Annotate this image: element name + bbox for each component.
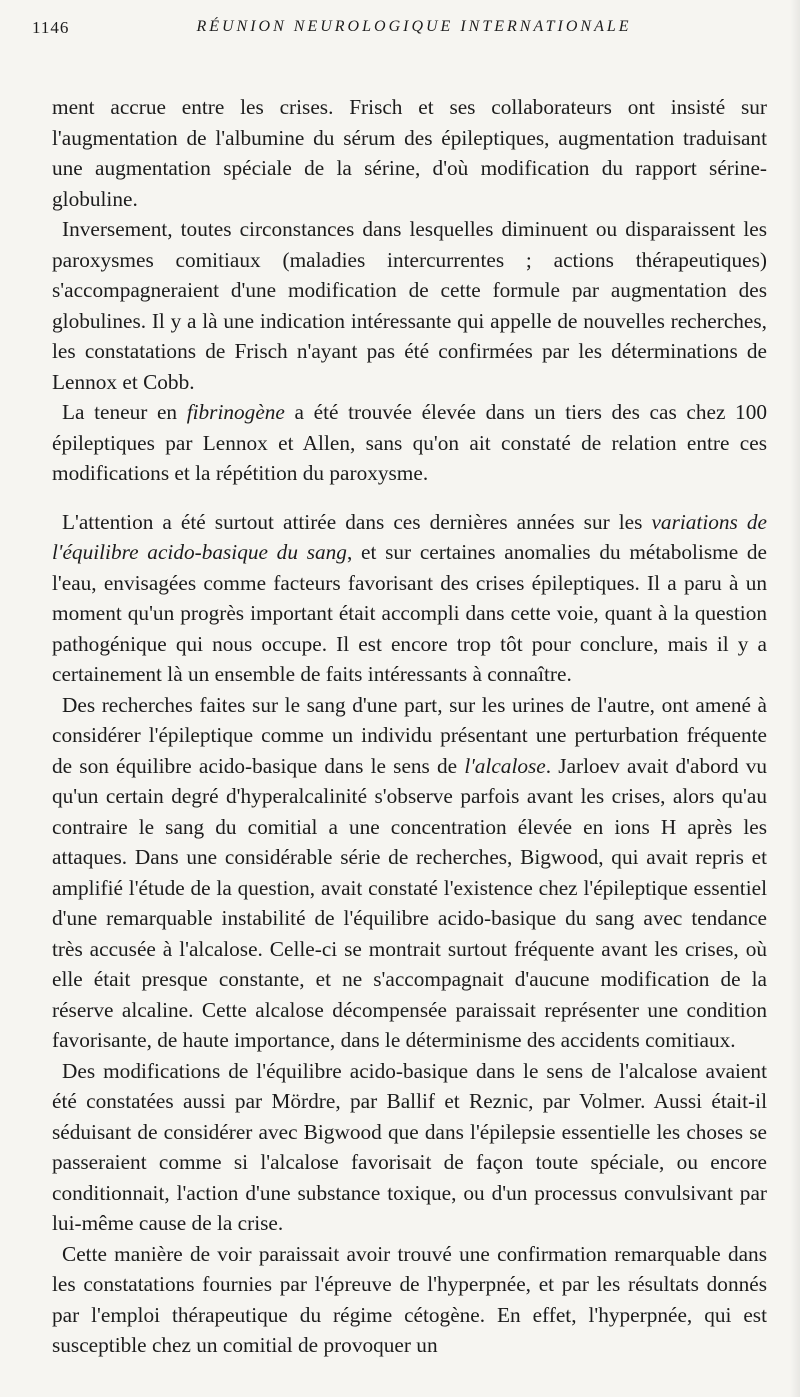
text-run: Des recherches faites sur le sang d'une part, sur les urines de l'autre, ont amené à considérer l'épileptique comme un individu présentant une perturbation fréquente de son équilibre acido-basique dans le sens de [52,692,767,778]
page-edge-shadow [790,0,800,1397]
text-run: L'attention a été surtout attirée dans ces dernières années sur les [62,509,652,534]
running-title: RÉUNION NEUROLOGIQUE INTERNATIONALE [196,18,632,35]
page-number: 1146 [32,18,70,37]
italic-phrase: fibrinogène [186,400,285,424]
paragraph [52,214,767,397]
body-text [52,92,767,1361]
text-run: Des modifications de l'équilibre acido-basique dans le sens de l'alcalose avaient été constatées aussi par Mördre, par Ballif et Reznic, par Volmer. Aussi était-il séduisant de considérer avec Bigwood que dans l'épilepsie essentielle les choses se passeraient comme si l'alcalose favorisait de façon toute spéciale, ou encore conditionnait, l'action d'une substance toxique, ou d'un processus convulsivant par lui-même cause de la crise. [52,1058,767,1235]
paragraph [52,1239,767,1361]
paragraph [52,507,767,690]
paragraph [52,397,767,489]
text-run: Inversement, toutes circonstances dans lesquelles diminuent ou disparaissent les paroxysmes comitiaux (maladies intercurrentes ; actions thérapeutiques) s'accompagneraient d'une modification de cette formule par augmentation des globulines. Il y a là une indication intéressante qui appelle de nouvelles recherches, les constatations de Frisch n'ayant pas été confirmées par les déterminations de Lennox et Cobb. [52,217,767,394]
text-run: La teneur en [62,400,187,424]
paragraph [52,92,767,214]
text-run: , et sur certaines anomalies du métabolisme de l'eau, envisagées comme facteurs favorisant des crises épileptiques. Il a paru à un moment qu'un progrès important était accompli dans cette voie, quant à la question pathogénique qui nous occupe. Il est encore trop tôt pour conclure, mais il y a certainement là un ensemble de faits intéressants à connaître. [52,540,768,686]
text-run: Cette manière de voir paraissait avoir trouvé une confirmation remarquable dans les constatations fournies par l'épreuve de l'hyperpnée, et par les résultats donnés par l'emploi thérapeutique du régime cétogène. En effet, l'hyperpnée, qui est susceptible chez un comitial de provoquer un [52,1241,767,1357]
running-head [32,18,772,44]
italic-phrase: variations de l'équilibre acido-basique du sang [52,509,767,564]
text-run: ment accrue entre les crises. Frisch et ses collaborateurs ont insisté sur l'augmentation de l'albumine du sérum des épileptiques, augmentation traduisant une augmentation spéciale de la sérine, d'où modification du rapport sérine-globuline. [52,95,767,211]
paragraph [52,690,767,1056]
italic-phrase: l'alcalose [464,753,546,778]
text-run: a été trouvée élevée dans un tiers des cas chez 100 épileptiques par Lennox et Allen, sans qu'on ait constaté de relation entre ces modifications et la répétition du paroxysme. [52,400,767,485]
paragraph [52,1056,767,1239]
text-run: . Jarloev avait d'abord vu qu'un certain degré d'hyperalcalinité s'observe parfois avant les crises, alors qu'au contraire le sang du comitial a une concentration élevée en ions H après les attaques. Dans une considérable série de recherches, Bigwood, qui avait repris et amplifié l'étude de la question, avait constaté l'existence chez l'épileptique essentiel d'une remarquable instabilité de l'équilibre acido-basique du sang avec tendance très accusée à l'alcalose. Celle-ci se montrait surtout fréquente avant les crises, où elle était presque constante, et ne s'accompagnait d'aucune modification de la réserve alcaline. Cette alcalose décompensée paraissait représenter une condition favorisante, de haute importance, dans le déterminisme des accidents comitiaux. [52,753,767,1052]
